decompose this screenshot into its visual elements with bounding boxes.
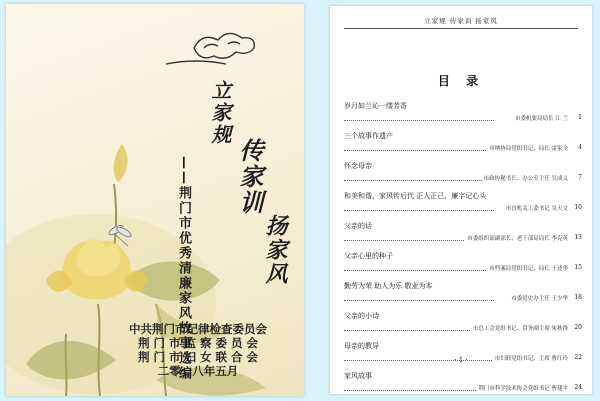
toc-entry[interactable] [344, 281, 582, 311]
toc-entry[interactable] [344, 371, 582, 401]
cloud-ornament [166, 33, 254, 64]
cover-title-part-2: 传家训 [235, 138, 264, 216]
toc-entry-title: 勤劳为荣 助人为乐 敬业为本 [344, 282, 433, 290]
publish-date: 二零一八年五月 [157, 364, 239, 378]
leader-dots [344, 180, 494, 181]
toc-entry-page: 4 [578, 144, 582, 151]
toc-entry-author: 荆门市科学技术协会党组书记 曹建平 [478, 386, 568, 392]
leader-dots [344, 150, 494, 151]
publisher-org-1: 中共荆门市纪律检查委员会 [129, 322, 267, 336]
toc-page [330, 6, 592, 394]
running-head: 立家规 传家训 扬家风 [424, 17, 498, 25]
cover-subtitle: ——荆门市优秀清廉家风故事选编 [176, 156, 191, 381]
cover-title-part-3: 扬家风 [262, 214, 288, 286]
toc-entry[interactable] [344, 221, 582, 251]
toc-entry-author: 市委党史办主任 王少华 [511, 296, 568, 302]
toc-entry[interactable] [344, 131, 582, 161]
lotus-bud [114, 144, 128, 182]
toc-entry-title: 岁月如兰沁一缕芳香 [344, 102, 407, 110]
toc-entry-author: 市纳协局党组书记、局长 雷家全 [489, 146, 568, 152]
toc-entry[interactable] [344, 161, 582, 191]
toc-entry[interactable] [344, 311, 582, 341]
publisher-block [98, 322, 298, 378]
toc-entry-author: 市直机关工委书记 吴天文 [505, 206, 568, 212]
toc-entry[interactable] [344, 101, 582, 131]
toc-entry-title: 父亲的话 [344, 222, 372, 230]
leader-dots [344, 270, 494, 271]
header-divider [344, 28, 578, 29]
toc-entry-title: 家风故事 [344, 372, 372, 380]
toc-entry-page: 24 [574, 384, 582, 391]
toc-entry-author: 市委机要局局长 江 兰 [515, 116, 568, 122]
publisher-org-2: 荆 门 市 监 察 委 员 会 [137, 336, 259, 350]
toc-entry-page: 15 [574, 264, 582, 271]
page-number: · 1 · [454, 356, 468, 364]
leader-dots [344, 210, 494, 211]
toc-entry-page: 1 [578, 114, 582, 121]
cover-title-part-1: 立家规 [208, 80, 232, 146]
book-cover [6, 4, 304, 396]
toc-title: 目 录 [437, 74, 485, 88]
toc-entry-title: 和美和谐，家风传后代 正人正己，廉字记心头 [344, 192, 487, 200]
toc-entry[interactable] [344, 191, 582, 221]
leader-dots [344, 300, 494, 301]
toc-entry-author: 市妇联党组书记、主席 曹红玲 [494, 356, 568, 362]
toc-entry-page: 22 [574, 354, 582, 361]
toc-entry-title: 父亲心里的种子 [344, 252, 393, 260]
toc-entry-author: 市档案局党组书记、局长 王述华 [489, 266, 568, 272]
toc-entry[interactable] [344, 251, 582, 281]
leader-dots [344, 120, 494, 121]
publisher-org-3: 荆 门 市 妇 女 联 合 会 [137, 350, 259, 364]
toc-entry-page: 18 [574, 294, 582, 301]
toc-entry-page: 10 [574, 204, 582, 211]
toc-entry-title: 三个故事作遗产 [344, 132, 393, 140]
toc-entry-title: 母亲的教导 [344, 342, 379, 350]
toc-entry-page: 13 [574, 234, 582, 241]
toc-entry-title: 父亲的小诗 [344, 312, 379, 320]
toc-entry-author: 市总工会党组书记、常务副主席 朱秋锋 [472, 326, 568, 332]
toc-entry-page: 7 [578, 174, 582, 181]
leader-dots [344, 390, 494, 391]
toc-entry-author: 市政协秘书长、办公室主任 吴成义 [483, 176, 568, 182]
toc-entry-title: 怀念母亲 [344, 162, 372, 170]
toc-entry-author: 市委组织部副部长、老干部局局长 李克英 [467, 236, 568, 242]
toc-entry-page: 20 [574, 324, 582, 331]
